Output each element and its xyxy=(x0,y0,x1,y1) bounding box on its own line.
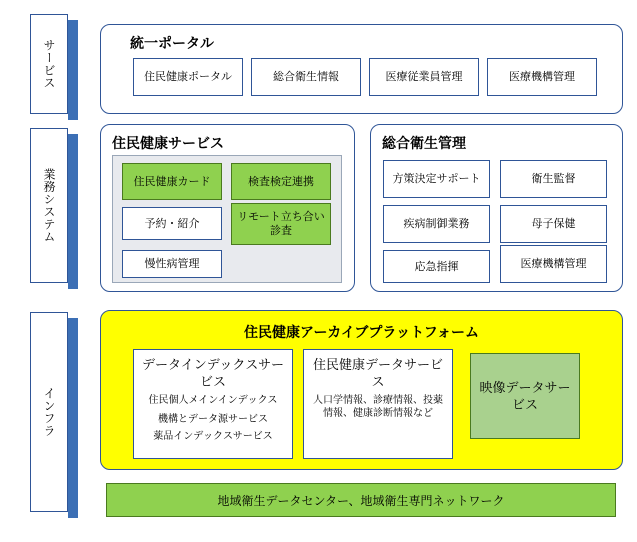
layer-label-service-text: サービス xyxy=(42,39,56,89)
layer-label-service xyxy=(30,14,68,114)
resident-item-1[interactable]: 検査検定連携 xyxy=(231,163,331,200)
portal-item-3[interactable]: 医療機構管理 xyxy=(487,58,597,96)
resident-item-3[interactable]: リモート立ち合い診査 xyxy=(231,203,331,245)
health-admin-item-0[interactable]: 方策決定サポート xyxy=(383,160,490,198)
platform-title: 住民健康アーカイブプラットフォーム xyxy=(243,324,480,340)
resident-item-2[interactable]: 予約・紹介 xyxy=(122,207,222,240)
service-label-shadow xyxy=(68,20,78,120)
platform-block-health-data-service-header: 住民健康データサービス xyxy=(312,357,443,389)
platform-block-video-data-service-header: 映像データサービス xyxy=(479,380,571,412)
platform-block-index-service-line2: 機構とデータ源サービス xyxy=(158,414,268,425)
resident-item-4[interactable]: 慢性病管理 xyxy=(122,250,222,278)
health-admin-item-4[interactable]: 応急指揮 xyxy=(383,250,490,283)
layer-label-business-text: 業務システム xyxy=(42,168,56,243)
resident-item-0[interactable]: 住民健康カード xyxy=(122,163,222,200)
health-admin-item-2[interactable]: 疾病制御業務 xyxy=(383,205,490,243)
platform-block-health-data-service[interactable] xyxy=(303,349,453,459)
platform-block-index-service-header: データインデックスサービス xyxy=(141,357,285,389)
portal-item-1[interactable]: 総合衛生情報 xyxy=(251,58,361,96)
health-admin-title: 総合衛生管理 xyxy=(382,135,466,151)
health-admin-item-5[interactable]: 医療機構管理 xyxy=(500,245,607,283)
infra-label-shadow xyxy=(68,318,78,518)
platform-block-video-data-service[interactable] xyxy=(470,353,580,439)
platform-block-index-service[interactable] xyxy=(133,349,293,459)
platform-block-health-data-service-line1: 人口学情報、診療情報、投薬情報、健康診断情報など xyxy=(313,395,443,419)
health-admin-item-1[interactable]: 衛生監督 xyxy=(500,160,607,198)
platform-block-index-service-line1: 住民個人メインインデックス xyxy=(148,395,278,406)
layer-label-business xyxy=(30,128,68,283)
network-bar[interactable]: 地域衛生データセンター、地域衛生専門ネットワーク xyxy=(106,483,616,517)
portal-title: 統一ポータル xyxy=(130,35,214,51)
portal-item-2[interactable]: 医療従業員管理 xyxy=(369,58,479,96)
layer-label-infra-text: インフラ xyxy=(42,387,56,437)
health-admin-item-3[interactable]: 母子保健 xyxy=(500,205,607,243)
business-label-shadow xyxy=(68,134,78,289)
layer-label-infra xyxy=(30,312,68,512)
portal-item-0[interactable]: 住民健康ポータル xyxy=(133,58,243,96)
resident-service-title: 住民健康サービス xyxy=(112,135,224,151)
platform-block-index-service-line3: 薬品インデックスサービス xyxy=(153,431,273,442)
